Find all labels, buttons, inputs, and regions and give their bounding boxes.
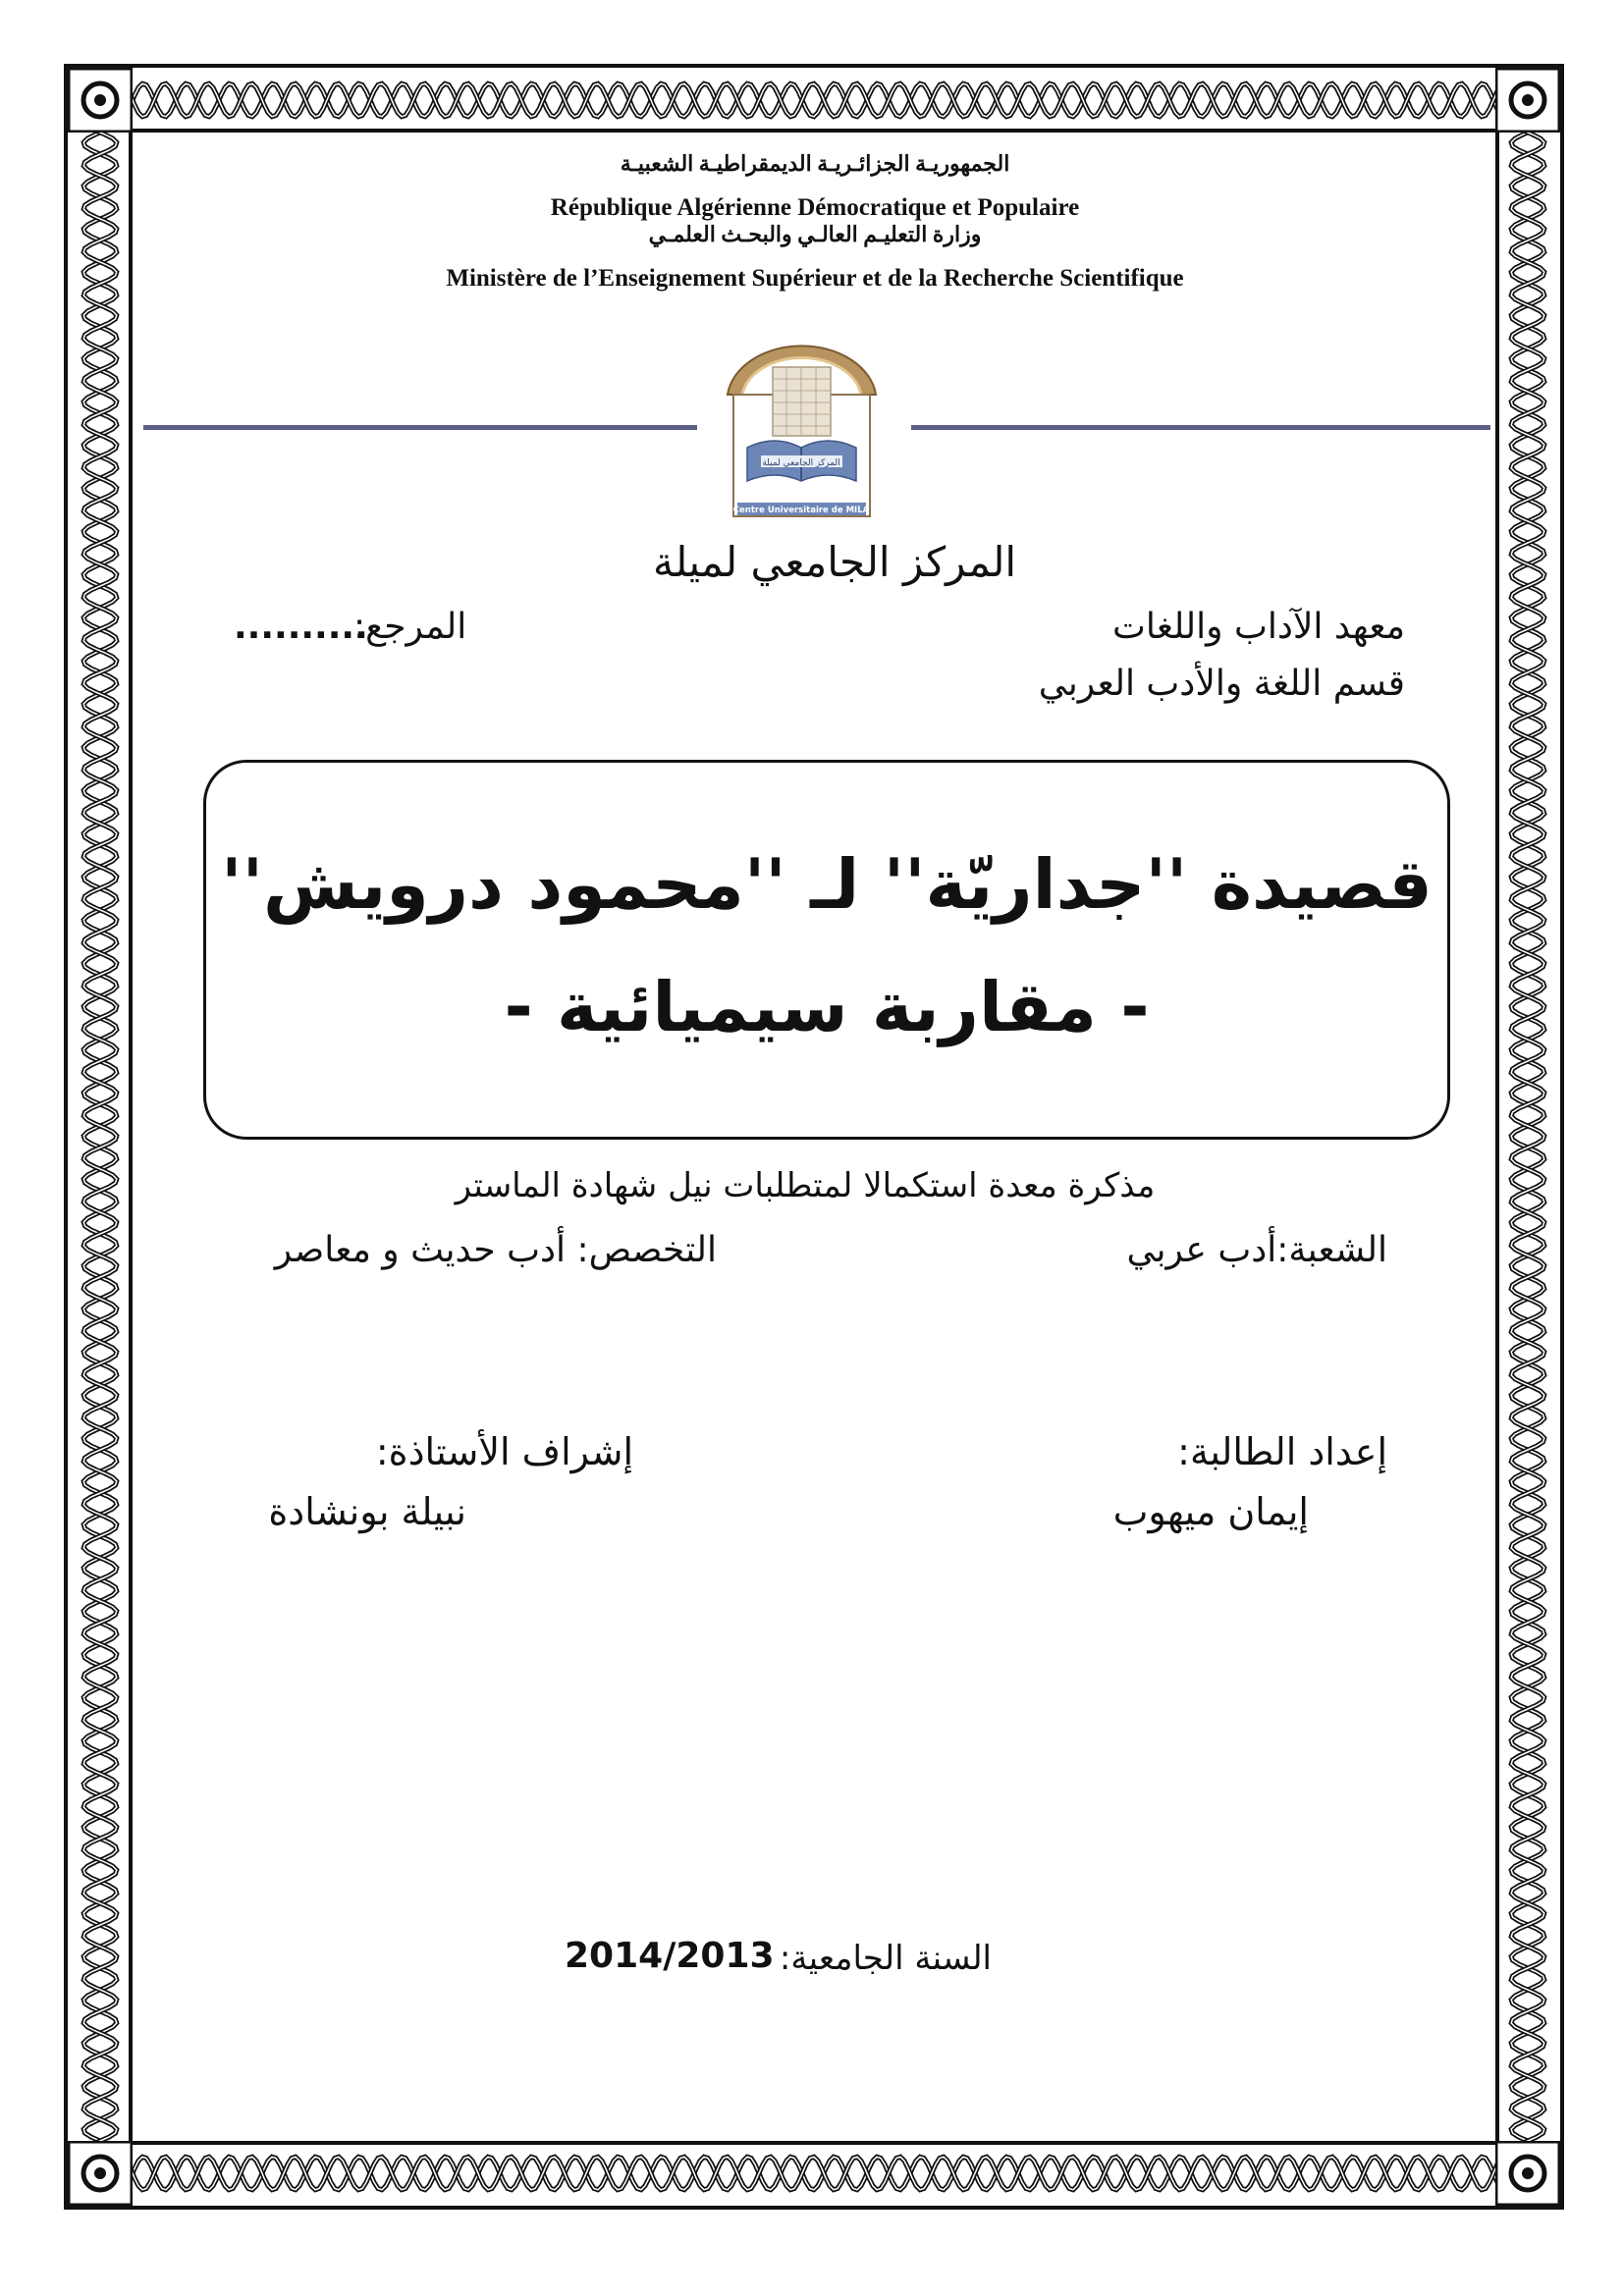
corner-ornament-icon <box>1495 2141 1560 2206</box>
title-box <box>203 760 1450 1140</box>
reference-value: .......... <box>234 607 368 647</box>
supervisor-name: نبيلة بونشادة <box>268 1490 466 1533</box>
frame-band-bottom <box>68 2141 1560 2206</box>
specialty-value: أدب حديث و معاصر <box>274 1230 567 1270</box>
reference-label: المرجع: <box>353 607 467 647</box>
ministry-name-arabic: وزارة التعليـم العالـي والبحـث العلمـي <box>648 222 982 246</box>
university-logo <box>720 338 884 527</box>
ministry-name-french: Ministère de l’Enseignement Supérieur et de la Recherche Scientifique <box>446 265 1184 292</box>
thesis-subtitle: - مقاربة سيميائية - <box>504 967 1150 1047</box>
specialty-line <box>162 1230 717 1270</box>
chain-ornament-bottom <box>68 2141 1560 2206</box>
corner-ornament-icon <box>68 68 133 133</box>
frame-band-right <box>1495 68 1560 2206</box>
student-label: إعداد الطالبة: <box>1177 1430 1387 1473</box>
frame-band-left <box>68 68 133 2206</box>
memo-description: مذكرة معدة استكمالا لمتطلبات نيل شهادة الماستر <box>455 1166 1156 1205</box>
header-rule-right <box>911 425 1490 430</box>
thesis-title: قصيدة ''جداريّة'' لـ ''محمود درويش'' <box>221 844 1433 925</box>
institute-name: معهد الآداب واللغات <box>1112 607 1405 647</box>
republic-name-french: République Algérienne Démocratique et Populaire <box>550 194 1080 221</box>
branch-line <box>1127 1230 1388 1270</box>
corner-ornament-icon <box>68 2141 133 2206</box>
chain-ornament-left <box>68 68 133 2206</box>
department-name: قسم اللغة والأدب العربي <box>1038 664 1405 704</box>
header-rule-left <box>143 425 697 430</box>
specialty-label: التخصص: <box>576 1230 717 1270</box>
branch-label: الشعبة: <box>1276 1230 1387 1270</box>
chain-ornament-right <box>1495 68 1560 2206</box>
frame-band-top <box>68 68 1560 133</box>
corner-ornament-icon <box>1495 68 1560 133</box>
student-name: إيمان ميهوب <box>1112 1490 1309 1533</box>
svg-text:المركز الجامعي لميلة: المركز الجامعي لميلة <box>762 458 840 468</box>
republic-name-arabic: الجمهوريـة الجزائـريـة الديمقراطيـة الشعبيـة <box>620 151 1010 176</box>
svg-text:Centre Universitaire de MILA: Centre Universitaire de MILA <box>732 506 870 515</box>
chain-ornament-top <box>68 68 1560 133</box>
academic-year-value: 2014/2013 <box>565 1936 775 1976</box>
center-name: المركز الجامعي لميلة <box>652 538 1017 586</box>
branch-value: أدب عربي <box>1126 1230 1277 1270</box>
academic-year-label: السنة الجامعية: <box>779 1939 992 1978</box>
supervisor-label: إشراف الأستاذة: <box>375 1430 633 1473</box>
